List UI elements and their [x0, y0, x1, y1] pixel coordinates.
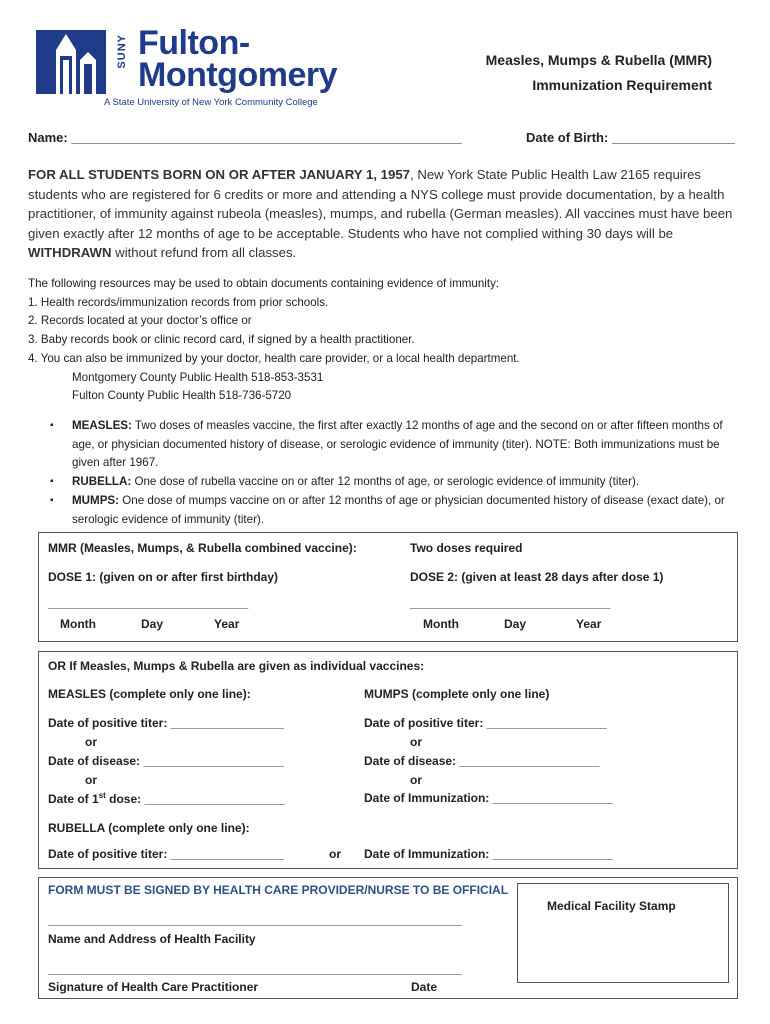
resource-item: 4. You can also be immunized by your doctor, health care provider, or a local health department.: [28, 351, 520, 365]
mumps-disease-field[interactable]: Date of disease: _____________________: [364, 754, 600, 768]
year-label: Year: [214, 617, 240, 631]
bullet-icon: ▪: [50, 494, 54, 506]
facility-label: Name and Address of Health Facility: [48, 932, 256, 946]
mumps-immunization-field[interactable]: Date of Immunization: __________________: [364, 791, 613, 805]
day-label: Day: [504, 617, 527, 631]
mumps-titer-field[interactable]: Date of positive titer: __________________: [364, 716, 607, 730]
resources-heading: The following resources may be used to obtain documents containing evidence of immunity:: [28, 277, 500, 290]
official-notice: FORM MUST BE SIGNED BY HEALTH CARE PROVIDER/NURSE TO BE OFFICIAL: [48, 883, 509, 897]
bullet-icon: ▪: [50, 476, 54, 488]
dose-suffix: dose: _____________________: [105, 792, 285, 806]
or-label: or: [410, 773, 422, 787]
or-label: or: [410, 735, 422, 749]
individual-vaccines-section: [38, 651, 738, 869]
mumps-label: MUMPS:: [72, 493, 120, 507]
month-label: Month: [423, 617, 459, 631]
date-of-birth-field[interactable]: Date of Birth: _________________: [526, 130, 735, 145]
dose2-label: DOSE 2: (given at least 28 days after dose 1): [410, 570, 664, 584]
name-field[interactable]: Name: ______________________________________________________: [28, 130, 462, 145]
mmr-section: [38, 532, 738, 642]
day-label: Day: [141, 617, 164, 631]
month-label: Month: [60, 617, 96, 631]
intro-text: , New York State Public Health Law 2165 requires students who are registered for 6 credits or more and attending a NYS college must provide documentation, by a health practitioner, of immunity against rubeola (measles), mumps, and rubella (German measles). All vaccines must have been given exactly after 12 months of age to be acceptable. Students who have not complied withing 30 days will be: [28, 167, 733, 241]
date-label: Date: [411, 980, 438, 994]
mumps-heading: MUMPS (complete only one line): [364, 687, 550, 701]
college-logo: [36, 24, 346, 112]
rubella-text: One dose of rubella vaccine on or after 12 months of age, or serologic evidence of immunity (titer).: [131, 475, 640, 489]
practitioner-signature-label: Signature of Health Care Practitioner: [48, 980, 259, 994]
or-label: or: [85, 735, 97, 749]
signature-line-field[interactable]: ______________________________________________________________: [48, 962, 462, 976]
bullet-icon: ▪: [50, 420, 54, 431]
signature-section: [38, 877, 738, 999]
form-subtitle: Immunization Requirement: [532, 77, 712, 93]
measles-first-dose-field[interactable]: [48, 791, 285, 806]
form-title: Measles, Mumps & Rubella (MMR): [485, 52, 712, 68]
dose-sup: st: [98, 791, 106, 800]
or-label: or: [85, 773, 97, 787]
contact-fulton: Fulton County Public Health 518-736-5720: [72, 389, 292, 403]
facility-line-field[interactable]: ______________________________________________________________: [48, 913, 462, 927]
logo-line2: Montgomery: [138, 56, 337, 94]
resources-list: [28, 275, 748, 406]
rubella-label: RUBELLA:: [72, 475, 132, 489]
dose1-date-field[interactable]: ______________________________: [48, 596, 249, 610]
rubella-titer-field[interactable]: Date of positive titer: _________________: [48, 847, 285, 861]
year-label: Year: [576, 617, 602, 631]
intro-lead: FOR ALL STUDENTS BORN ON OR AFTER JANUARY 1, 1957: [28, 167, 410, 182]
intro-paragraph: [28, 165, 746, 263]
resource-item: 1. Health records/immunization records from prior schools.: [28, 295, 329, 309]
stamp-label: Medical Facility Stamp: [547, 899, 676, 913]
measles-text: Two doses of measles vaccine, the first after exactly 12 months of age and the second on or after fifteen months of age, or physician documented history of disease, or serologic evidence of immunity (titer). NOTE: Both immunizations must be given after 1967.: [72, 419, 723, 470]
resource-item: 3. Baby records book or clinic record card, if signed by a health practitioner.: [28, 333, 415, 347]
stamp-box: [517, 883, 729, 983]
or-label: or: [329, 847, 341, 861]
measles-label: MEASLES:: [72, 419, 132, 432]
mumps-text: One dose of mumps vaccine on or after 12 months of age or physician documented history of disease (exact date), or serologic evidence of immunity (titer).: [72, 493, 725, 526]
rubella-requirement: [50, 473, 740, 492]
logo-tagline: A State University of New York Community College: [104, 97, 318, 108]
mumps-requirement: [50, 492, 740, 529]
rubella-heading: RUBELLA (complete only one line):: [48, 821, 250, 835]
dose1-label: DOSE 1: (given on or after first birthday): [48, 570, 279, 584]
two-doses-label: Two doses required: [410, 541, 523, 555]
withdrawn-text: WITHDRAWN: [28, 245, 112, 260]
dose2-date-field[interactable]: ______________________________: [410, 596, 611, 610]
rubella-immunization-field[interactable]: Date of Immunization: __________________: [364, 847, 613, 861]
logo-line1: Fulton-: [138, 24, 250, 62]
intro-text-end: without refund from all classes.: [111, 245, 297, 260]
measles-heading: MEASLES (complete only one line):: [48, 687, 251, 701]
measles-disease-field[interactable]: Date of disease: _____________________: [48, 754, 284, 768]
tower-logo-icon: [36, 30, 106, 94]
contact-montgomery: Montgomery County Public Health 518-853-3531: [72, 370, 324, 384]
resource-item: 2. Records located at your doctor’s office or: [28, 314, 252, 328]
individual-heading: OR If Measles, Mumps & Rubella are given as individual vaccines:: [48, 659, 425, 673]
suny-wordmark: SUNY: [116, 34, 128, 69]
dose-prefix: Date of 1: [48, 792, 99, 806]
requirements-list: [50, 417, 740, 529]
mmr-heading: MMR (Measles, Mumps, & Rubella combined vaccine):: [48, 541, 357, 555]
measles-titer-field[interactable]: Date of positive titer: _________________: [48, 716, 285, 730]
measles-requirement: [50, 417, 740, 473]
